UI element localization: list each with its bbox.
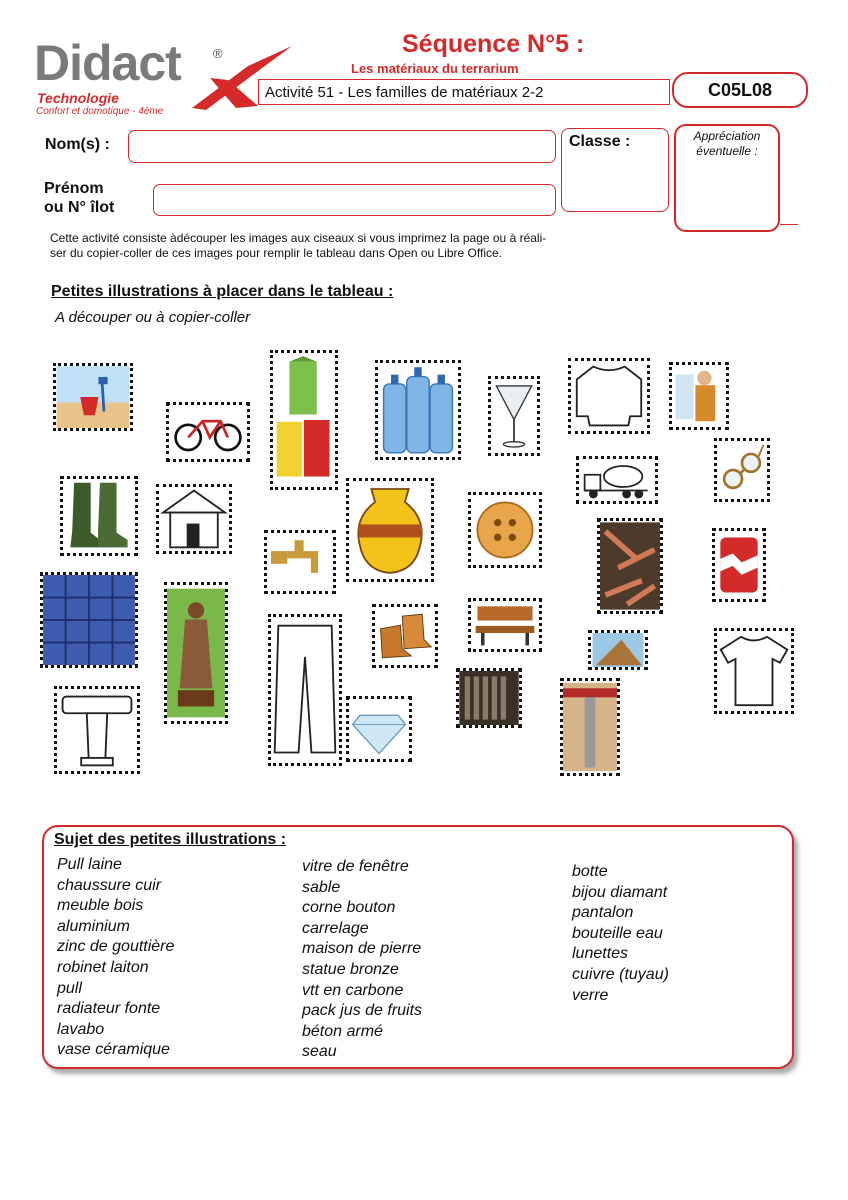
list-item: Pull laine	[57, 856, 122, 873]
sweater-icon[interactable]	[568, 358, 650, 434]
boots-icon[interactable]	[60, 476, 138, 556]
list-item: maison de pierre	[302, 940, 422, 958]
list-item: vase céramique	[57, 1041, 170, 1059]
list-item: pull	[57, 979, 82, 997]
list-item: pantalon	[572, 904, 634, 922]
subject-column-3	[572, 862, 669, 1006]
vase-icon[interactable]	[346, 478, 434, 582]
logo-subtitle: Confort et domotique - 4ème	[36, 106, 164, 117]
bench-icon[interactable]	[468, 598, 542, 652]
radiator-icon[interactable]	[456, 668, 522, 728]
list-item: chaussure cuir	[57, 876, 162, 894]
beach-bucket-icon[interactable]	[53, 363, 133, 431]
sequence-subtitle: Les matériaux du terrarium	[351, 61, 519, 76]
appreciation-label	[676, 129, 778, 159]
intro-text	[50, 231, 670, 261]
list-item: béton armé	[302, 1022, 383, 1040]
nom-label: Nom(s) :	[45, 136, 110, 153]
subject-column-2	[302, 857, 422, 1063]
tiles-icon[interactable]	[40, 572, 138, 668]
logo-text: Didact	[34, 35, 181, 91]
tap-icon[interactable]	[264, 530, 336, 594]
sink-icon[interactable]	[54, 686, 140, 774]
appreciation-label-line2: éventuelle :	[696, 144, 758, 158]
logo-technologie: Technologie	[37, 90, 119, 106]
subject-column-1	[57, 855, 174, 1061]
glasses-icon[interactable]	[714, 438, 770, 502]
list-item: vtt en carbone	[302, 981, 404, 999]
stone-house-icon[interactable]	[156, 484, 232, 554]
prenom-label: Prénom	[44, 180, 104, 197]
sand-pile-icon[interactable]	[588, 630, 648, 670]
list-item: corne bouton	[302, 899, 396, 917]
trousers-icon[interactable]	[268, 614, 342, 766]
list-item: bijou diamant	[572, 883, 668, 901]
sequence-title: Séquence N°5 :	[402, 30, 585, 58]
nom-field[interactable]	[128, 130, 556, 163]
list-item: cuivre (tuyau)	[572, 965, 669, 983]
intro-line1: Cette activité consiste àdécouper les images aux ciseaux si vous imprimez la page ou à réali-	[50, 231, 547, 245]
juice-pack-icon[interactable]	[270, 350, 338, 490]
list-item: vitre de fenêtre	[302, 858, 409, 875]
list-item: zinc de gouttière	[57, 938, 175, 956]
list-item: aluminium	[57, 917, 130, 935]
subject-title: Sujet des petites illustrations :	[54, 831, 287, 848]
ilot-label: ou N° îlot	[44, 199, 115, 216]
list-item: bouteille eau	[572, 924, 663, 942]
illustrations-subtitle: A découper ou à copier-coller	[55, 309, 251, 326]
document-code: C05L08	[672, 72, 808, 108]
button-icon[interactable]	[468, 492, 542, 568]
list-item: radiateur fonte	[57, 1000, 161, 1018]
list-item: sable	[302, 878, 341, 896]
activity-title: Activité 51 - Les familles de matériaux 2-2	[258, 79, 670, 105]
prenom-field[interactable]	[153, 184, 556, 216]
divider	[780, 224, 798, 225]
list-item: verre	[572, 986, 609, 1004]
appreciation-label-line1: Appréciation	[693, 129, 761, 143]
gutter-icon[interactable]	[560, 678, 620, 776]
list-item: meuble bois	[57, 897, 144, 915]
worker-window-icon[interactable]	[669, 362, 729, 430]
copper-pipes-icon[interactable]	[597, 518, 663, 614]
list-item: seau	[302, 1043, 337, 1061]
list-item: botte	[572, 863, 608, 880]
cement-truck-icon[interactable]	[576, 456, 658, 504]
list-item: lunettes	[572, 945, 629, 963]
illustrations-title: Petites illustrations à placer dans le tableau :	[51, 283, 394, 300]
logo-registered: ®	[213, 46, 223, 61]
classe-label: Classe :	[569, 133, 631, 150]
list-item: pack jus de fruits	[302, 1002, 423, 1020]
intro-line2: ser du copier-coller de ces images pour remplir le tableau dans Open ou Libre Office.	[50, 246, 503, 260]
list-item: robinet laiton	[57, 958, 149, 976]
diamond-icon[interactable]	[346, 696, 412, 762]
bicycle-icon[interactable]	[166, 402, 250, 462]
soda-can-icon[interactable]	[712, 528, 766, 602]
water-bottles-icon[interactable]	[375, 360, 461, 460]
glass-icon[interactable]	[488, 376, 540, 456]
shoes-icon[interactable]	[372, 604, 438, 668]
statue-icon[interactable]	[164, 582, 228, 724]
list-item: carrelage	[302, 919, 369, 937]
list-item: statue bronze	[302, 960, 399, 978]
list-item: lavabo	[57, 1020, 105, 1038]
tshirt-icon[interactable]	[714, 628, 794, 714]
